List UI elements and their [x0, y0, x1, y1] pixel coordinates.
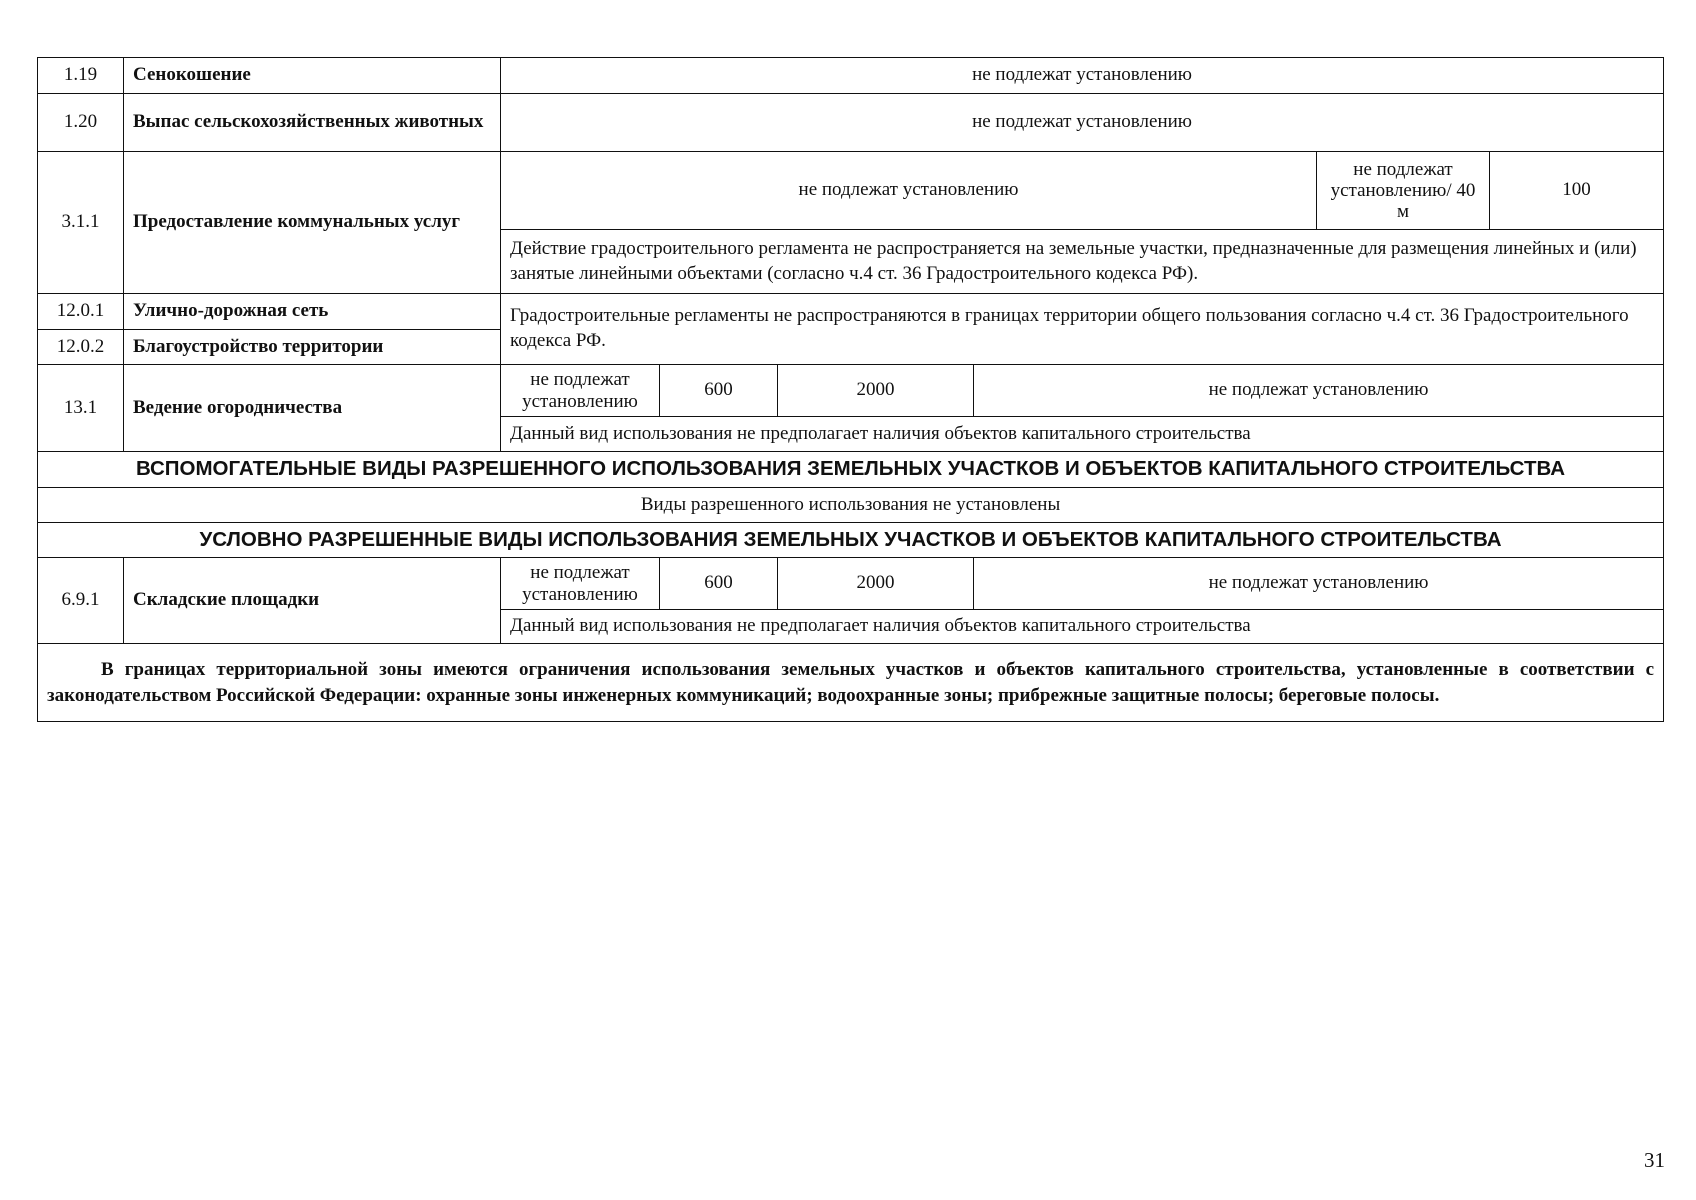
- code-cell: 3.1.1: [38, 152, 124, 294]
- row-1-19: [38, 58, 1664, 94]
- section-value: Виды разрешенного использования не установлены: [38, 488, 1664, 523]
- aux-header-row: [38, 452, 1664, 488]
- use-name-cell: Предоставление коммунальных услуг: [124, 152, 501, 294]
- aux-value-row: [38, 488, 1664, 523]
- param-a-cell: не подлежат установлению: [501, 365, 660, 417]
- code-cell: 13.1: [38, 365, 124, 452]
- note-cell: Градостроительные регламенты не распространяются в границах территории общего пользования согласно ч.4 ст. 36 Градостроительного кодекса РФ.: [501, 294, 1664, 365]
- restrictions-note: В границах территориальной зоны имеются ограничения использования земельных участков и объектов капитального строительства, установленные в соответствии с законодательством Российской Федерации: охранные зоны инженерных коммуникаций; водоохранные зоны; прибрежные защитные полосы; береговые полосы.: [38, 644, 1664, 722]
- row-13-1: [38, 365, 1664, 417]
- param-d-cell: не подлежат установлению: [974, 365, 1664, 417]
- code-cell: 6.9.1: [38, 558, 124, 644]
- param-d-cell: не подлежат установлению: [974, 558, 1664, 610]
- code-cell: 1.19: [38, 58, 124, 94]
- code-cell: 12.0.1: [38, 294, 124, 330]
- section-heading: ВСПОМОГАТЕЛЬНЫЕ ВИДЫ РАЗРЕШЕННОГО ИСПОЛЬЗОВАНИЯ ЗЕМЕЛЬНЫХ УЧАСТКОВ И ОБЪЕКТОВ КАПИТАЛЬНОГО СТРОИТЕЛЬСТВА: [38, 452, 1664, 488]
- row-6-9-1: [38, 558, 1664, 610]
- use-name-cell: Благоустройство территории: [124, 330, 501, 365]
- value-cell: не подлежат установлению: [501, 152, 1317, 230]
- param-c-cell: 2000: [778, 558, 974, 610]
- param-a-cell: не подлежат установлению: [501, 558, 660, 610]
- note-cell: Действие градостроительного регламента не распространяется на земельные участки, предназначенные для размещения линейных и (или) занятые линейными объектами (согласно ч.4 ст. 36 Градостроительного кодекса РФ).: [501, 230, 1664, 294]
- use-name-cell: Сенокошение: [124, 58, 501, 94]
- param-b-cell: 600: [660, 558, 778, 610]
- section-heading: УСЛОВНО РАЗРЕШЕННЫЕ ВИДЫ ИСПОЛЬЗОВАНИЯ ЗЕМЕЛЬНЫХ УЧАСТКОВ И ОБЪЕКТОВ КАПИТАЛЬНОГО СТРОИТЕЛЬСТВА: [38, 523, 1664, 558]
- use-name-cell: Выпас сельскохозяйственных животных: [124, 94, 501, 152]
- regulations-table: [37, 57, 1664, 722]
- use-name-cell: Ведение огородничества: [124, 365, 501, 452]
- final-note-row: [38, 644, 1664, 722]
- row-1-20: [38, 94, 1664, 152]
- setback-cell: не подлежат установлению/ 40 м: [1317, 152, 1490, 230]
- value-cell: не подлежат установлению: [501, 94, 1664, 152]
- code-cell: 1.20: [38, 94, 124, 152]
- cond-header-row: [38, 523, 1664, 558]
- use-name-cell: Улично-дорожная сеть: [124, 294, 501, 330]
- note-cell: Данный вид использования не предполагает наличия объектов капитального строительства: [501, 417, 1664, 452]
- row-3-1-1: [38, 152, 1664, 230]
- param-c-cell: 2000: [778, 365, 974, 417]
- code-cell: 12.0.2: [38, 330, 124, 365]
- row-12-0-1: [38, 294, 1664, 330]
- note-cell: Данный вид использования не предполагает наличия объектов капитального строительства: [501, 610, 1664, 644]
- use-name-cell: Складские площадки: [124, 558, 501, 644]
- value-cell: не подлежат установлению: [501, 58, 1664, 94]
- percent-cell: 100: [1490, 152, 1664, 230]
- param-b-cell: 600: [660, 365, 778, 417]
- page-number: 31: [1644, 1148, 1665, 1172]
